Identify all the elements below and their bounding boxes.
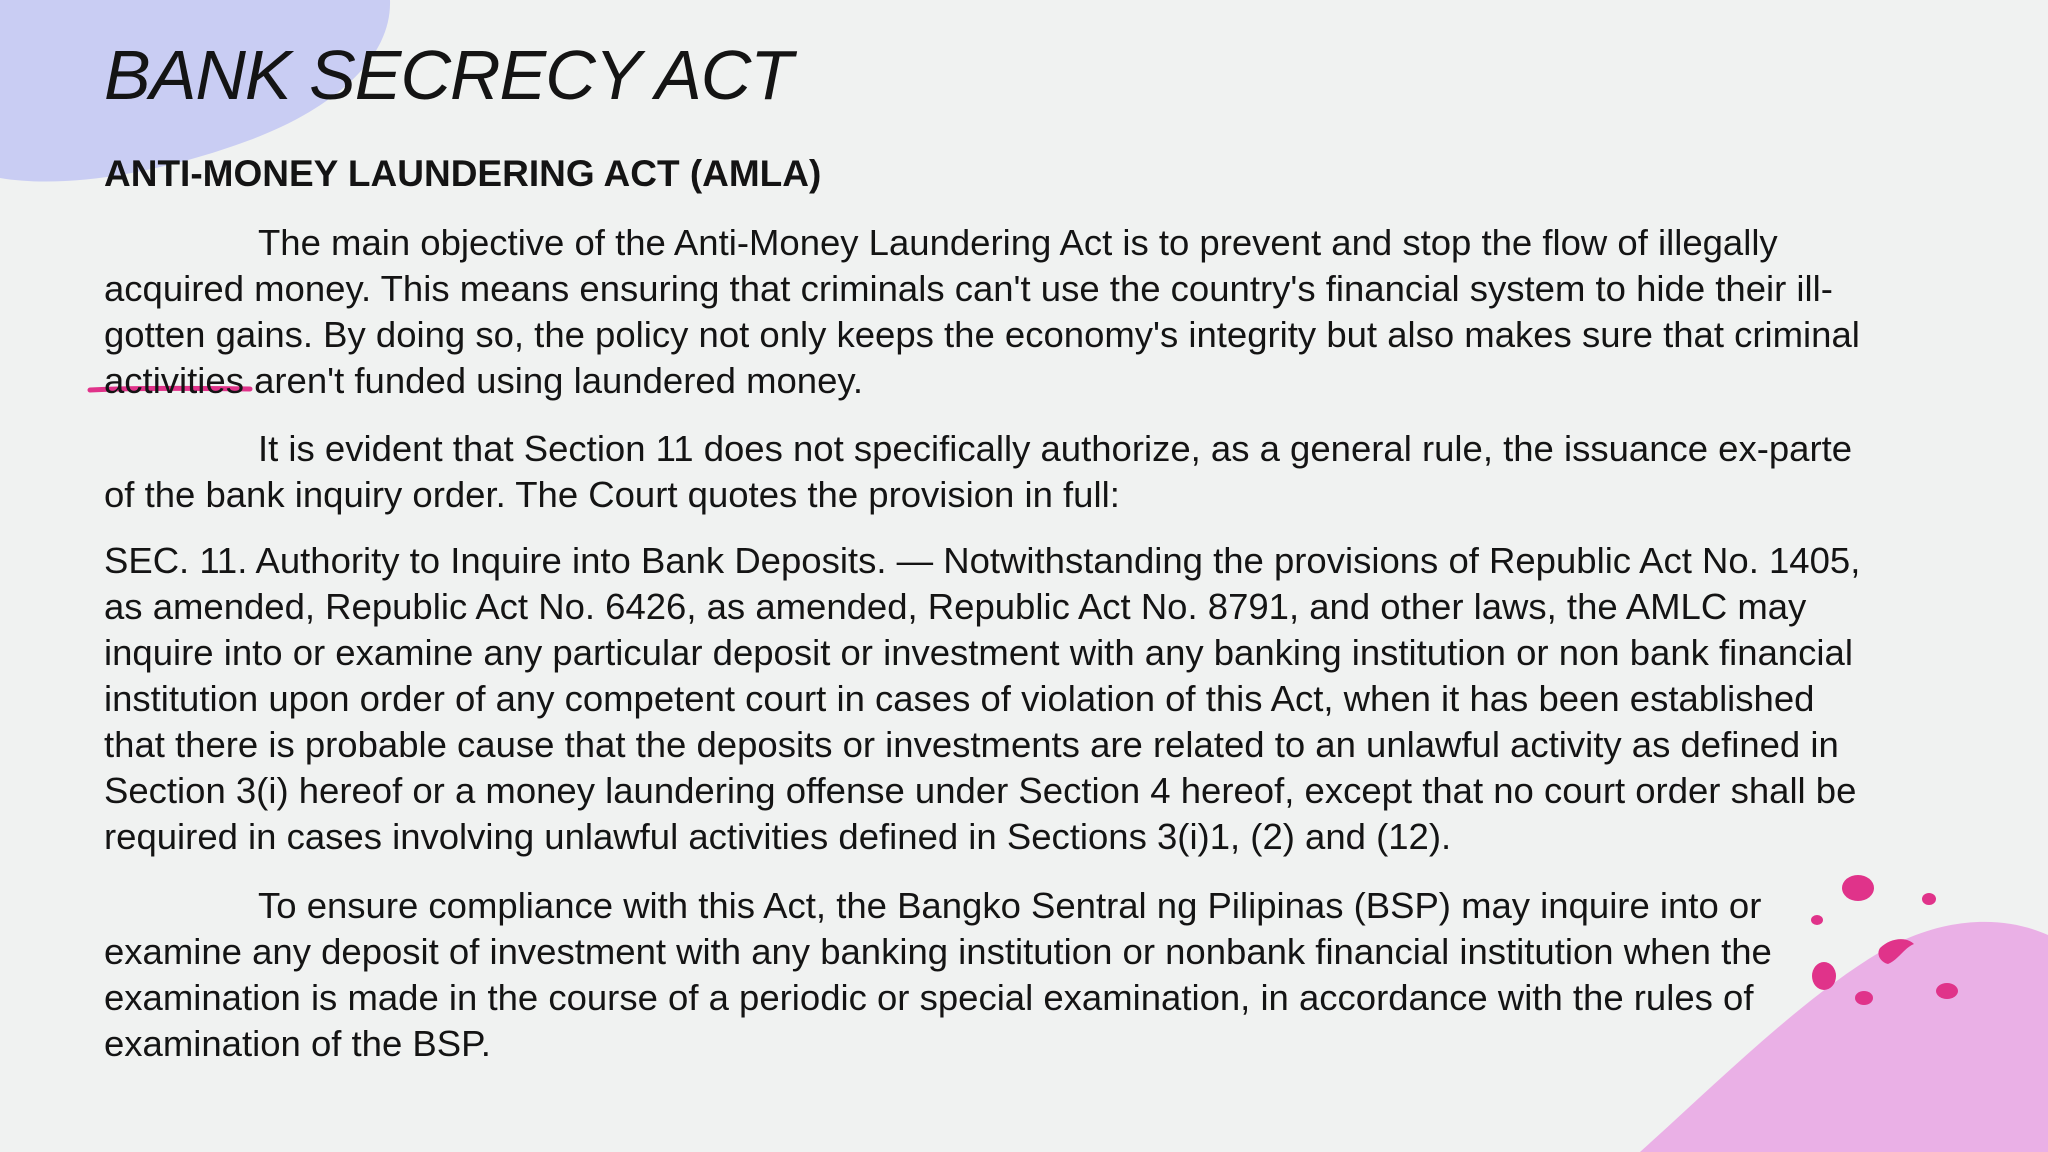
paragraph-line: gotten gains. By doing so, the policy not only keeps the economy's integrity but also makes sure that criminal	[104, 314, 1860, 355]
paragraph-line: SEC. 11. Authority to Inquire into Bank Deposits. — Notwithstanding the provisions of Republic Act No. 1405,	[104, 540, 1861, 581]
paragraph-objective	[104, 220, 2004, 404]
paragraph-line: examination of the BSP.	[104, 1023, 491, 1064]
paragraph-line: institution upon order of any competent court in cases of violation of this Act, when it has been established	[104, 678, 1815, 719]
paragraph-line: acquired money. This means ensuring that criminals can't use the country's financial system to hide their ill-	[104, 268, 1833, 309]
paragraph-line: activities aren't funded using laundered money.	[104, 360, 864, 401]
paragraph-bsp-compliance	[104, 883, 2004, 1067]
paragraph-section-11-intro	[104, 426, 2004, 518]
paragraph-line: examine any deposit of investment with any banking institution or nonbank financial institution when the	[104, 931, 1772, 972]
paragraph-line: required in cases involving unlawful activities defined in Sections 3(i)1, (2) and (12).	[104, 816, 1452, 857]
paragraph-line: that there is probable cause that the deposits or investments are related to an unlawful activity as defined in	[104, 724, 1839, 765]
paragraph-line: inquire into or examine any particular deposit or investment with any banking institution or non bank financial	[104, 632, 1853, 673]
paragraph-line: It is evident that Section 11 does not specifically authorize, as a general rule, the issuance ex-parte	[258, 428, 1853, 469]
paragraph-line: as amended, Republic Act No. 6426, as amended, Republic Act No. 8791, and other laws, the AMLC may	[104, 586, 1807, 627]
paragraph-line: of the bank inquiry order. The Court quotes the provision in full:	[104, 474, 1120, 515]
paragraph-line: Section 3(i) hereof or a money laundering offense under Section 4 hereof, except that no court order shall be	[104, 770, 1857, 811]
paragraph-line: To ensure compliance with this Act, the Bangko Sentral ng Pilipinas (BSP) may inquire into or	[258, 885, 1762, 926]
paragraph-line: The main objective of the Anti-Money Laundering Act is to prevent and stop the flow of illegally	[258, 222, 1778, 263]
paragraph-line: examination is made in the course of a periodic or special examination, in accordance with the rules of	[104, 977, 1754, 1018]
slide-title: BANK SECRECY ACT	[104, 36, 793, 114]
slide-subtitle: ANTI-MONEY LAUNDERING ACT (AMLA)	[104, 153, 822, 194]
paragraph-section-11-quote	[104, 538, 2004, 860]
